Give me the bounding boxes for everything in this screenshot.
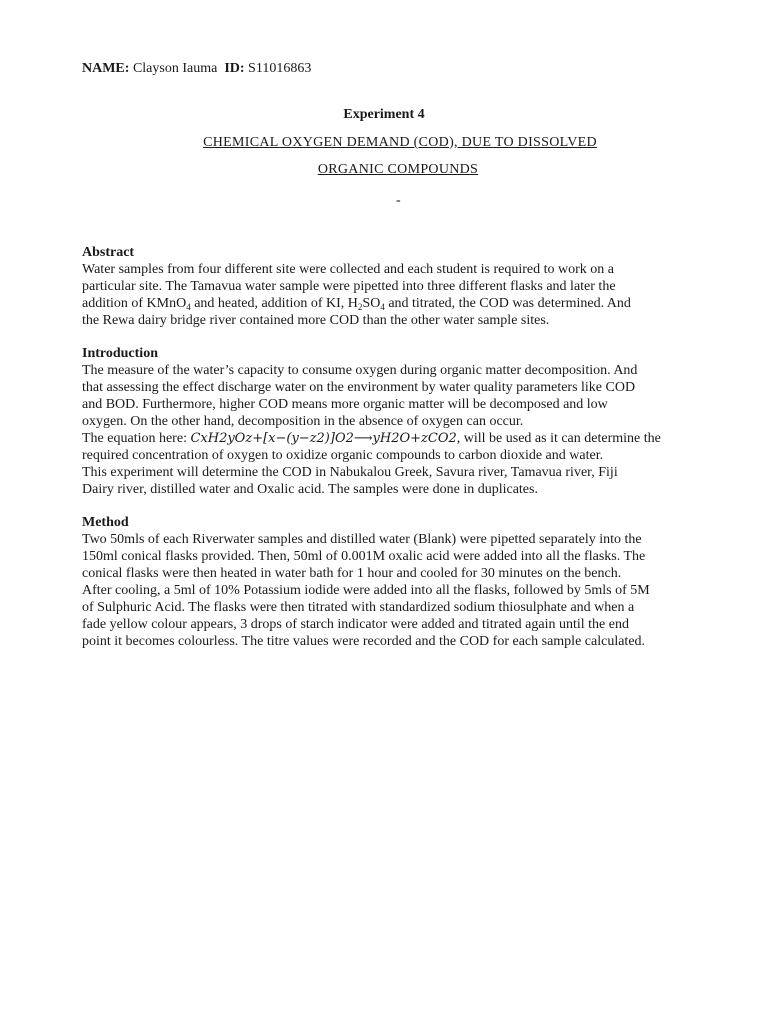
abstract-section	[82, 244, 722, 329]
intro-line: Dairy river, distilled water and Oxalic acid. The samples were done in duplicates.	[82, 482, 538, 497]
abstract-line: particular site. The Tamavua water sample were pipetted into three different flasks and later the	[82, 279, 616, 294]
method-heading: Method	[82, 515, 129, 530]
abstract-line: the Rewa dairy bridge river contained more COD than the other water sample sites.	[82, 313, 550, 328]
method-line: After cooling, a 5ml of 10% Potassium iodide were added into all the flasks, followed by 5mls of 5M	[82, 583, 650, 598]
intro-equation-line: The equation here: CxH2yOz+[x−(y−z2)]O2⟶yH2O+zCO2, will be used as it can determine the	[82, 431, 661, 446]
method-line: conical flasks were then heated in water bath for 1 hour and cooled for 30 minutes on the bench.	[82, 566, 622, 581]
method-line: point it becomes colourless. The titre values were recorded and the COD for each sample calculated.	[82, 634, 646, 649]
method-line: fade yellow colour appears, 3 drops of starch indicator were added and titrated again until the end	[82, 617, 629, 632]
id-label: ID:	[224, 61, 245, 76]
introduction-section	[82, 345, 722, 498]
intro-line: required concentration of oxygen to oxidize organic compounds to carbon dioxide and water.	[82, 448, 604, 463]
intro-line: The measure of the water’s capacity to consume oxygen during organic matter decomposition. And	[82, 363, 638, 378]
abstract-heading: Abstract	[82, 245, 135, 260]
student-name: Clayson Iauma	[132, 61, 218, 76]
main-title-line-1: CHEMICAL OXYGEN DEMAND (COD), DUE TO DISSOLVED	[203, 135, 597, 150]
experiment-title: Experiment 4	[343, 107, 425, 122]
method-section	[82, 514, 722, 650]
separator-dash: -	[396, 193, 401, 208]
introduction-heading: Introduction	[82, 346, 158, 361]
abstract-line-formula: addition of KMnO$_4$ and heated, addition of KI, $H_2SO_4$ and titrated, the COD was determined. And	[82, 296, 631, 312]
name-label: NAME:	[82, 61, 130, 76]
intro-line: This experiment will determine the COD in Nabukalou Greek, Savura river, Tamavua river, Fiji	[82, 465, 618, 480]
method-line: 150ml conical flasks provided. Then, 50ml of 0.001M oxalic acid were added into all the flasks. The	[82, 549, 646, 564]
student-id: S11016863	[248, 61, 312, 76]
intro-line: and BOD. Furthermore, higher COD means more organic matter will be decomposed and low	[82, 397, 608, 412]
abstract-line: Water samples from four different site were collected and each student is required to work on a	[82, 262, 614, 277]
method-line: Two 50mls of each Riverwater samples and distilled water (Blank) were pipetted separately into the	[82, 532, 642, 547]
combustion-equation: CxH2yOz+[x−(y−z2)]O2⟶yH2O+zCO2	[190, 431, 457, 446]
intro-line: oxygen. On the other hand, decomposition in the absence of oxygen can occur.	[82, 414, 524, 429]
student-info	[82, 60, 311, 78]
intro-line: that assessing the effect discharge water on the environment by water quality parameters like COD	[82, 380, 636, 395]
method-line: of Sulphuric Acid. The flasks were then titrated with standardized sodium thiosulphate and when a	[82, 600, 635, 615]
main-title-line-2: ORGANIC COMPOUNDS	[317, 162, 479, 177]
